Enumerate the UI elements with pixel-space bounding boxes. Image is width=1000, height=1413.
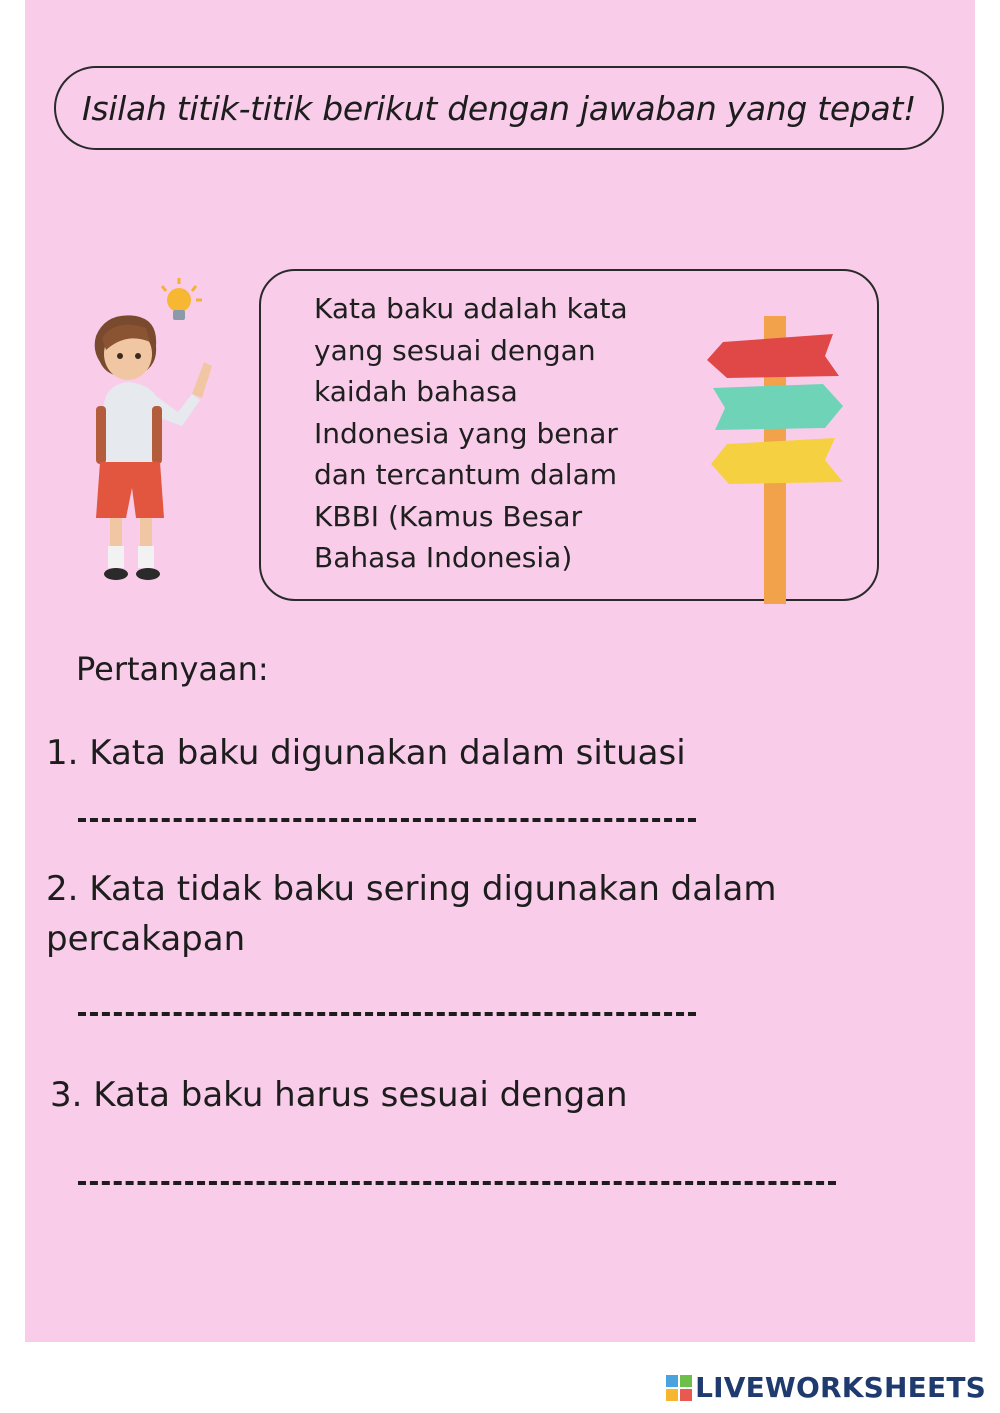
boy-illustration — [66, 276, 226, 596]
answer-blank-1[interactable] — [78, 818, 696, 822]
instruction-text: Isilah titik-titik berikut dengan jawaban yang tepat! — [81, 88, 917, 128]
liveworksheets-logo-icon — [666, 1375, 692, 1401]
lightbulb-icon — [162, 278, 202, 320]
brand-text: LIVEWORKSHEETS — [695, 1371, 986, 1404]
answer-blank-2[interactable] — [78, 1012, 696, 1016]
question-1: 1. Kata baku digunakan dalam situasi — [46, 733, 686, 773]
answer-blank-3[interactable] — [78, 1181, 836, 1185]
liveworksheets-brand[interactable] — [666, 1371, 986, 1404]
questions-heading: Pertanyaan: — [76, 650, 269, 688]
definition-text: Kata baku adalah kata yang sesuai dengan kaidah bahasa Indonesia yang benar dan tercantum dalam KBBI (Kamus Besar Bahasa Indonesia) — [314, 292, 628, 574]
signpost-illustration — [703, 312, 853, 604]
question-2: 2. Kata tidak baku sering digunakan dalam percakapan — [46, 869, 777, 959]
instruction-banner — [54, 66, 944, 150]
question-3: 3. Kata baku harus sesuai dengan — [50, 1075, 628, 1115]
